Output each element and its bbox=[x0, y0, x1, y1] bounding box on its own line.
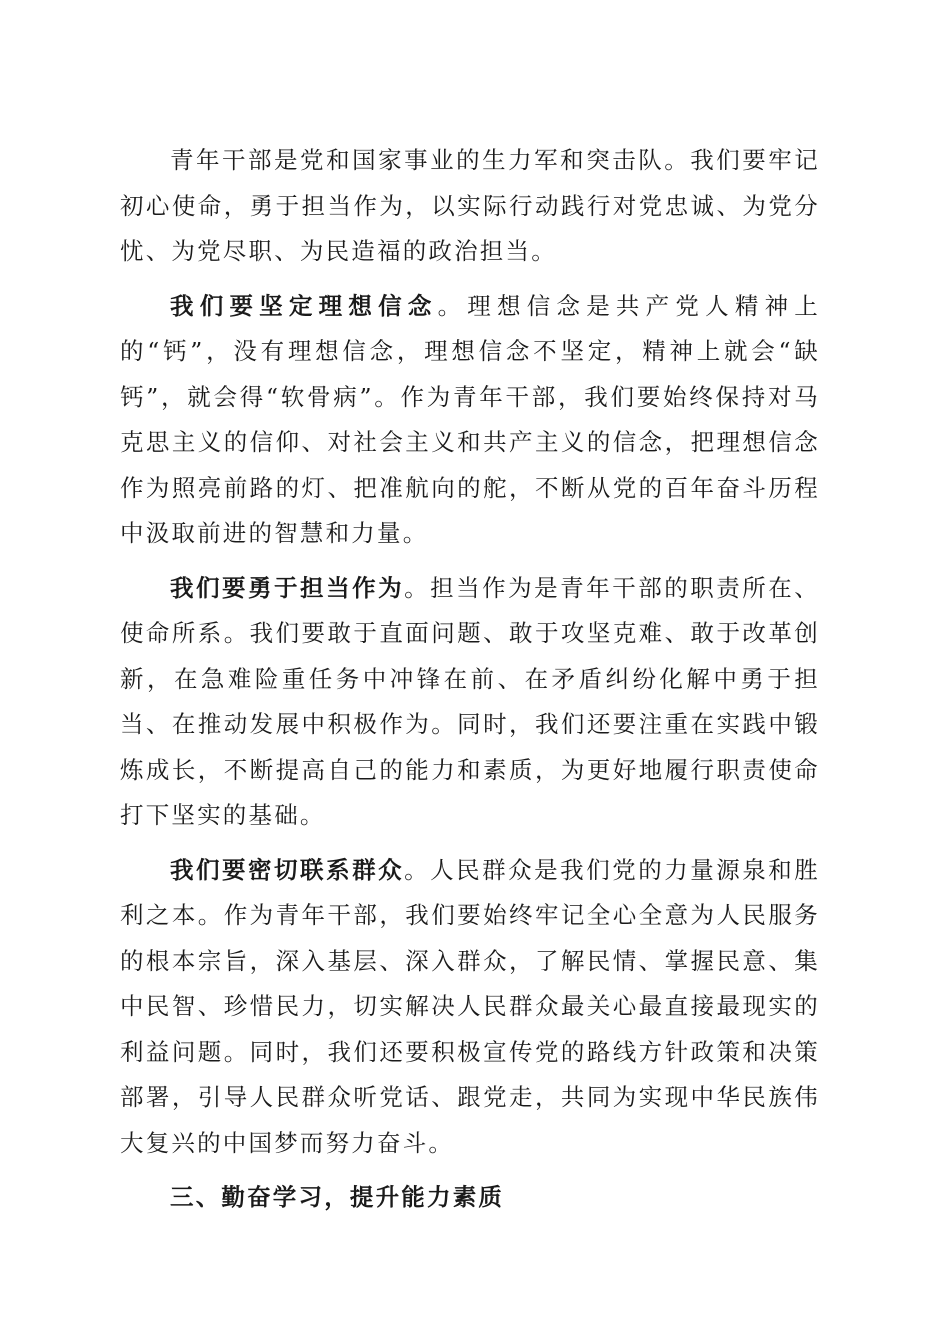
paragraph-lead: 我们要勇于担当作为 bbox=[170, 573, 405, 602]
paragraph-intro bbox=[120, 138, 820, 275]
paragraph-text: 。人民群众是我们党的力量源泉和胜利之本。作为青年干部，我们要始终牢记全心全意为人民服务的根本宗旨，深入基层、深入群众，了解民情、掌握民意、集中民智、珍惜民力，切实解决人民群众最关心最直接最现实的利益问题。同时，我们还要积极宣传党的路线方针政策和决策部署，引导人民群众听党话、跟党走，共同为实现中华民族伟大复兴的中国梦而努力奋斗。 bbox=[120, 855, 820, 1157]
paragraph-lead: 我们要密切联系群众 bbox=[170, 855, 405, 884]
paragraph-masses bbox=[120, 848, 820, 1167]
section-heading: 三、勤奋学习，提升能力素质 bbox=[170, 1183, 505, 1211]
paragraph-text: 。担当作为是青年干部的职责所在、使命所系。我们要敢于直面问题、敢于攻坚克难、敢于改革创新，在急难险重任务中冲锋在前、在矛盾纠纷化解中勇于担当、在推动发展中积极作为。同时，我们还要注重在实践中锻炼成长，不断提高自己的能力和素质，为更好地履行职责使命打下坚实的基础。 bbox=[120, 573, 820, 829]
paragraph-ideals bbox=[120, 284, 820, 557]
paragraph-text: 青年干部是党和国家事业的生力军和突击队。我们要牢记初心使命，勇于担当作为，以实际行动践行对党忠诚、为党分忧、为党尽职、为民造福的政治担当。 bbox=[120, 146, 820, 265]
paragraph-responsibility bbox=[120, 566, 820, 839]
document-body bbox=[120, 138, 820, 1221]
paragraph-text: 。理想信念是共产党人精神上的“钙”，没有理想信念，理想信念不坚定，精神上就会“缺钙”，就会得“软骨病”。作为青年干部，我们要始终保持对马克思主义的信仰、对社会主义和共产主义的信念，把理想信念作为照亮前路的灯、把准航向的舵，不断从党的百年奋斗历程中汲取前进的智慧和力量。 bbox=[120, 291, 820, 547]
paragraph-lead: 我们要坚定理想信念 bbox=[170, 291, 438, 320]
